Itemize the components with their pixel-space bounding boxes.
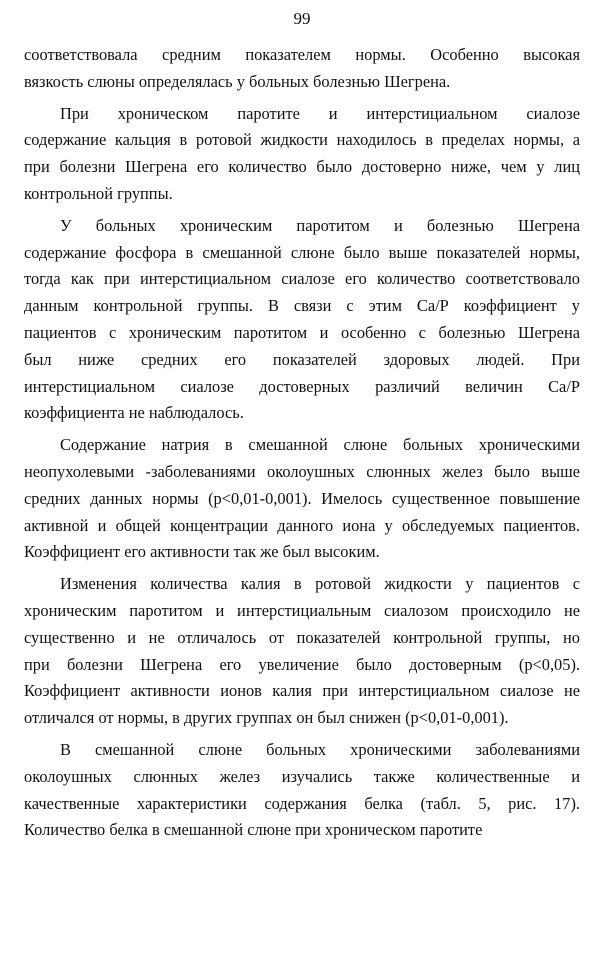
text-line: неопухолевыми -заболеваниями околоушных слюнных желез было выше — [24, 461, 580, 481]
text-line: существенно и не отличалось от показателей контрольной группы, но — [24, 627, 580, 647]
paragraph-potassium — [24, 571, 580, 732]
paragraph-viscosity — [24, 42, 580, 96]
text-line: Количество белка в смешанной слюне при хроническом паротите — [24, 820, 483, 840]
text-line: содержание кальция в ротовой жидкости находилось в пределах нормы, а — [24, 130, 580, 150]
text-line: Изменения количества калия в ротовой жидкости у пациентов с — [60, 574, 580, 594]
text-line: Коэффициент активности ионов калия при интерстициальном сиалозе не — [24, 681, 580, 701]
text-line: вязкость слюны определялась у больных болезнью Шегрена. — [24, 71, 451, 91]
text-line: пациентов с хроническим паротитом и особенно с болезнью Шегрена — [24, 322, 580, 342]
text-line: контрольной группы. — [24, 183, 173, 203]
text-line: Содержание натрия в смешанной слюне больных хроническими — [60, 435, 580, 455]
text-line: при болезни Шегрена его количество было достоверно ниже, чем у лиц — [24, 157, 580, 177]
text-line: При хроническом паротите и интерстициальном сиалозе — [60, 103, 580, 123]
text-line: околоушных слюнных желез изучались также количественные и — [24, 766, 580, 786]
body-text — [24, 42, 580, 849]
page-number: 99 — [293, 9, 311, 28]
text-line: коэффициента не наблюдалось. — [24, 403, 244, 423]
text-line: качественные характеристики содержания белка (табл. 5, рис. 17). — [24, 793, 580, 813]
text-line: интерстициальном сиалозе достоверных различий величин Са/Р — [24, 376, 580, 396]
text-line: соответствовала средним показателем нормы. Особенно высокая — [24, 45, 580, 64]
paragraph-calcium — [24, 101, 580, 208]
text-line: В смешанной слюне больных хроническими заболеваниями — [60, 739, 580, 759]
text-line: содержание фосфора в смешанной слюне было выше показателей нормы, — [24, 242, 580, 262]
text-line: хроническим паротитом и интерстициальным сиалозом происходило не — [24, 600, 580, 620]
paragraph-protein — [24, 737, 580, 844]
text-line: активной и общей концентрации данного иона у обследуемых пациентов. — [24, 515, 580, 535]
text-line: был ниже средних его показателей здоровых людей. При — [24, 349, 580, 369]
text-line: данным контрольной группы. В связи с этим Са/Р коэффициент у — [24, 296, 580, 316]
text-line: средних данных нормы (р<0,01-0,001). Имелось существенное повышение — [24, 488, 580, 508]
text-line: Коэффициент его активности так же был высоким. — [24, 542, 380, 562]
text-line: У больных хроническим паротитом и болезнью Шегрена — [60, 215, 580, 235]
text-line: тогда как при интерстициальном сиалозе его количество соответствовало — [24, 269, 580, 289]
paragraph-phosphorus — [24, 213, 580, 427]
text-line: отличался от нормы, в других группах он был снижен (р<0,01-0,001). — [24, 708, 509, 728]
text-line: при болезни Шегрена его увеличение было достоверным (р<0,05). — [24, 654, 580, 674]
paragraph-sodium — [24, 432, 580, 566]
